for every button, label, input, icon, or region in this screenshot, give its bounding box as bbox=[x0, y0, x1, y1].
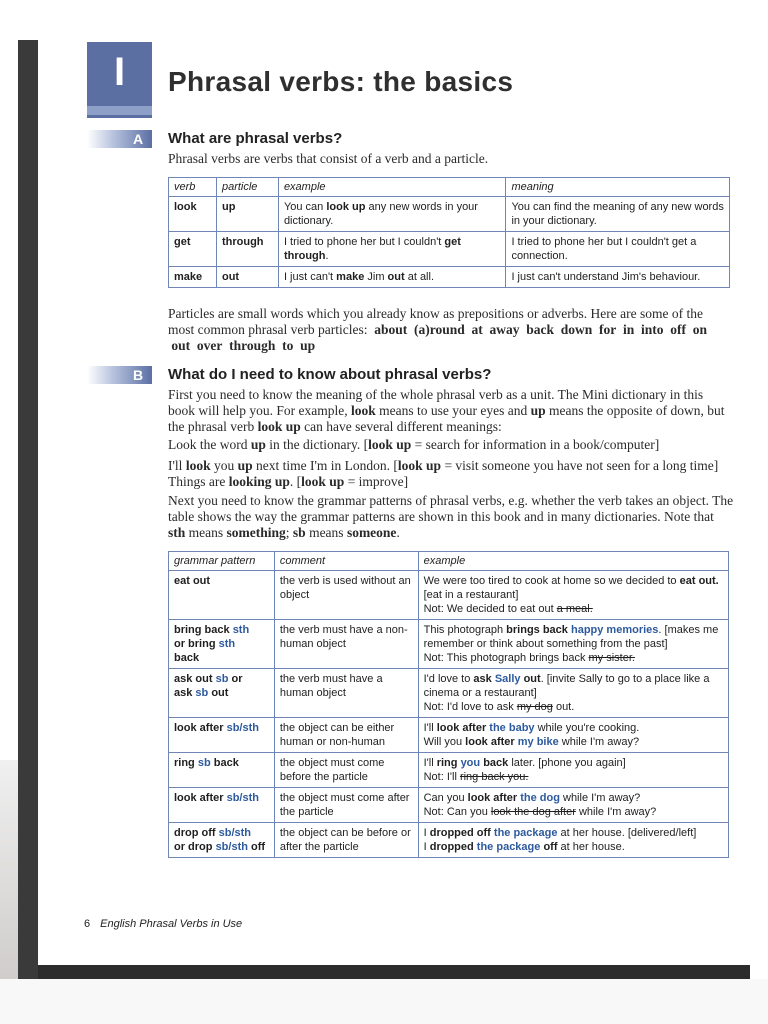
comment-cell: the object must come after the particle bbox=[274, 788, 418, 823]
page-title: Phrasal verbs: the basics bbox=[168, 66, 514, 97]
page-footer bbox=[84, 918, 242, 930]
particle-word: (a)round bbox=[413, 322, 465, 337]
table-row bbox=[169, 753, 729, 788]
table-row bbox=[169, 197, 730, 232]
section-b-heading: What do I need to know about phrasal verbs? bbox=[168, 366, 492, 383]
book-spine-shadow bbox=[18, 40, 38, 980]
section-b-example-1: Look the word up in the dictionary. [look up = search for information in a book/computer] bbox=[168, 437, 660, 452]
example-cell: I dropped off the package at her house. [delivered/left] I dropped the package off at her house. bbox=[418, 823, 728, 858]
comment-cell: the verb is used without an object bbox=[274, 571, 418, 620]
verb-cell: look bbox=[169, 197, 217, 232]
particle-word: out bbox=[171, 338, 191, 353]
header-meaning: meaning bbox=[506, 178, 730, 197]
particle-cell: up bbox=[216, 197, 278, 232]
particle-word: to bbox=[282, 338, 294, 353]
meaning-cell: You can find the meaning of any new words in your dictionary. bbox=[506, 197, 730, 232]
page-bottom-edge bbox=[38, 965, 750, 979]
section-b-letter: B bbox=[133, 367, 144, 383]
example-cell: I'd love to ask Sally out. [invite Sally to go to a place like a cinema or a restaurant] Not: I'd love to ask my dog out. bbox=[418, 669, 728, 718]
example-cell: Can you look after the dog while I'm away? Not: Can you look the dog after while I'm away? bbox=[418, 788, 728, 823]
section-b-example-2: I'll look you up next time I'm in London. [look up = visit someone you have not seen for a long time] Things are looking up. [look up = improve] bbox=[168, 458, 719, 489]
pattern-cell: bring back sth or bring sth back bbox=[169, 620, 275, 669]
section-a-intro: Phrasal verbs are verbs that consist of a verb and a particle. bbox=[168, 151, 489, 166]
example-cell: I just can't make Jim out at all. bbox=[278, 267, 506, 288]
pattern-cell: look after sb/sth bbox=[169, 788, 275, 823]
header-particle: particle bbox=[216, 178, 278, 197]
meaning-cell: I tried to phone her but I couldn't get a connection. bbox=[506, 232, 730, 267]
particle-cell: out bbox=[216, 267, 278, 288]
comment-cell: the object can be either human or non-human bbox=[274, 718, 418, 753]
particles-paragraph: Particles are small words which you already know as prepositions or adverbs. Here are some of the most common phrasal verb particles: about (a)round at away back down for in into off on out over through to up bbox=[168, 306, 708, 353]
pattern-cell: drop off sb/sth or drop sb/sth off bbox=[169, 823, 275, 858]
example-cell: This photograph brings back happy memories. [makes me remember or think about something from the past] Not: This photograph brings back my sister. bbox=[418, 620, 728, 669]
pattern-cell: ask out sb or ask sb out bbox=[169, 669, 275, 718]
table-row bbox=[169, 620, 729, 669]
verb-cell: make bbox=[169, 267, 217, 288]
section-a-heading: What are phrasal verbs? bbox=[168, 130, 343, 147]
book-title: English Phrasal Verbs in Use bbox=[100, 918, 243, 930]
table-row bbox=[169, 232, 730, 267]
example-cell: I'll look after the baby while you're cooking. Will you look after my bike while I'm away? bbox=[418, 718, 728, 753]
section-b-paragraph-2: Next you need to know the grammar patterns of phrasal verbs, e.g. whether the verb takes an object. The table shows the way the grammar patterns are shown in this book and in many dictionaries. Note that sth means something; sb means someone. bbox=[168, 493, 734, 540]
header-comment: comment bbox=[274, 552, 418, 571]
particle-word: at bbox=[471, 322, 483, 337]
phrasal-verb-table bbox=[168, 177, 730, 288]
particle-word: back bbox=[526, 322, 554, 337]
page-number: 6 bbox=[84, 918, 91, 930]
section-a-letter: A bbox=[133, 131, 144, 147]
particle-word: off bbox=[670, 322, 687, 337]
particle-word: into bbox=[641, 322, 664, 337]
pattern-cell: look after sb/sth bbox=[169, 718, 275, 753]
comment-cell: the object must come before the particle bbox=[274, 753, 418, 788]
verb-cell: get bbox=[169, 232, 217, 267]
example-cell: We were too tired to cook at home so we decided to eat out. [eat in a restaurant] Not: We decided to eat out a meal. bbox=[418, 571, 728, 620]
grammar-pattern-table bbox=[168, 551, 729, 858]
example-cell: I'll ring you back later. [phone you again] Not: I'll ring back you. bbox=[418, 753, 728, 788]
table-row bbox=[169, 718, 729, 753]
table-header-row bbox=[169, 552, 729, 571]
pattern-cell: ring sb back bbox=[169, 753, 275, 788]
pattern-cell: eat out bbox=[169, 571, 275, 620]
table-header-row bbox=[169, 178, 730, 197]
particle-word: in bbox=[623, 322, 635, 337]
scan-background bbox=[0, 979, 768, 1024]
particle-word: away bbox=[489, 322, 520, 337]
particle-word: over bbox=[196, 338, 223, 353]
header-verb: verb bbox=[169, 178, 217, 197]
example-cell: You can look up any new words in your dictionary. bbox=[278, 197, 506, 232]
header-example: example bbox=[278, 178, 506, 197]
example-cell: I tried to phone her but I couldn't get through. bbox=[278, 232, 506, 267]
section-b-paragraph-1: First you need to know the meaning of the whole phrasal verb as a unit. The Mini dictionary in this book will help you. For example, look means to use your eyes and up means the opposite of down, but the phrasal verb look up can have several different meanings: bbox=[168, 387, 725, 434]
particle-word: for bbox=[599, 322, 617, 337]
particle-word: up bbox=[300, 338, 316, 353]
particle-cell: through bbox=[216, 232, 278, 267]
particle-word: through bbox=[229, 338, 276, 353]
table-row bbox=[169, 669, 729, 718]
particle-word: about bbox=[374, 322, 408, 337]
meaning-cell: I just can't understand Jim's behaviour. bbox=[506, 267, 730, 288]
comment-cell: the verb must have a non-human object bbox=[274, 620, 418, 669]
table-row bbox=[169, 267, 730, 288]
particle-word: on bbox=[692, 322, 708, 337]
comment-cell: the object can be before or after the particle bbox=[274, 823, 418, 858]
table-row bbox=[169, 823, 729, 858]
particle-word: down bbox=[560, 322, 593, 337]
table-row bbox=[169, 788, 729, 823]
header-example: example bbox=[418, 552, 728, 571]
unit-number-underline bbox=[87, 106, 152, 115]
comment-cell: the verb must have a human object bbox=[274, 669, 418, 718]
table-row bbox=[169, 571, 729, 620]
unit-number: I bbox=[113, 50, 126, 94]
header-grammar-pattern: grammar pattern bbox=[169, 552, 275, 571]
